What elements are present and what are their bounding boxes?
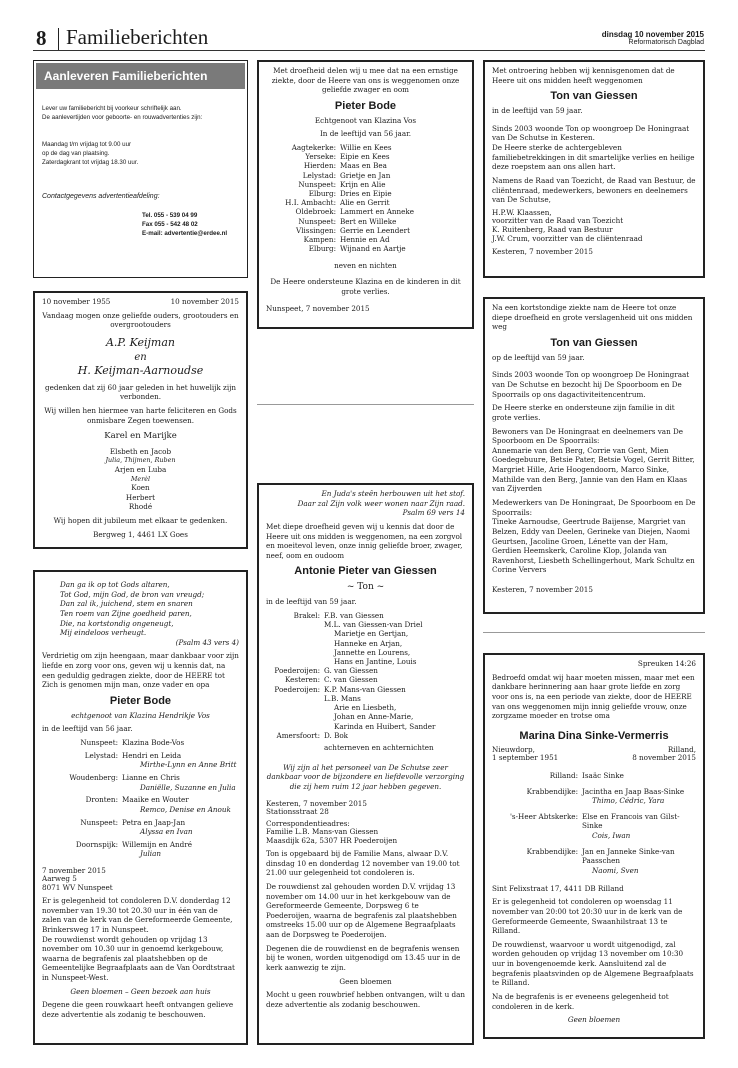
relative-names: Arie en Liesbeth, bbox=[334, 703, 397, 713]
relative-names: Jacintha en Jaap Baas-Sinke bbox=[582, 786, 685, 796]
relative-names: F.B. van Giessen bbox=[324, 610, 384, 620]
deceased-name: Ton van Giessen bbox=[550, 336, 638, 349]
nephews-nieces: neven en nichten bbox=[334, 260, 397, 270]
relative-place: Woudenberg: bbox=[69, 772, 118, 782]
jubilee-grandchildren-3: Merèl bbox=[130, 474, 151, 483]
relative-place: Dronten: bbox=[85, 795, 118, 805]
relative-children: Mirthe-Lynn en Anne Britt bbox=[140, 760, 237, 770]
relative-names: Marietje en Gertjan, bbox=[334, 629, 409, 639]
obituary-marina-sinke-vermerris bbox=[483, 653, 705, 1039]
attendance-info: Degenen die de rouwdienst en de begrafenis wensen bij te wonen, worden uitgenodigd om 13.45 uur in de kerk aanwezig te zijn. bbox=[266, 943, 461, 972]
verse-line-3: Dan zal ik, juichend, stem en snaren bbox=[60, 599, 193, 609]
relative-place: Krabbendijke: bbox=[526, 846, 578, 856]
verse-reference: Psalm 69 vers 14 bbox=[402, 508, 465, 518]
after-burial-info: Na de begrafenis is er eveneens gelegenheid tot condoleren in de kerk. bbox=[492, 992, 669, 1011]
flowers-note: Geen bloemen – Geen bezoek aan huis bbox=[70, 986, 211, 996]
deceased-nickname: ~ Ton ~ bbox=[346, 582, 385, 593]
place-date: Kesteren, 7 november 2015 bbox=[492, 585, 593, 595]
verse-reference: Spreuken 14:26 bbox=[637, 659, 696, 668]
jubilee-intro: Vandaag mogen onze geliefde ouders, grootouders en overgrootouders bbox=[42, 310, 239, 330]
jubilee-name-1: A.P. Keijman bbox=[105, 335, 176, 349]
relative-names: Grietje en Jan bbox=[340, 170, 391, 180]
death-date: 8 november 2015 bbox=[632, 753, 696, 763]
relative-children: Naomi, Sven bbox=[592, 865, 639, 875]
relative-place: Nunspeet: bbox=[80, 738, 118, 748]
death-place: Rilland, bbox=[667, 744, 696, 754]
birth-place: Nieuwdorp, bbox=[492, 744, 535, 754]
relative-names: L.B. Mans bbox=[324, 693, 361, 703]
relative-place: Elburg: bbox=[308, 189, 336, 199]
verse-line-5: Die, na kortstondig ongeneugt, bbox=[60, 618, 174, 628]
address-city: 8071 WV Nunspeet bbox=[42, 882, 113, 892]
verse-line-6: Mij eindeloos verheugt. bbox=[60, 628, 147, 638]
relative-names: Willie en Kees bbox=[340, 142, 392, 152]
relative-children: Remco, Denise en Anouk bbox=[140, 804, 231, 814]
verse-line-4: Ten roem van Zijne goedheid paren, bbox=[60, 608, 192, 618]
phone-number: Tel. 055 - 539 04 99 bbox=[142, 212, 198, 220]
relative-children: Alyssa en Ivan bbox=[140, 827, 193, 837]
relative-place: Amersfoort: bbox=[276, 730, 320, 740]
info-box-title: Aanleveren Familieberichten bbox=[36, 63, 245, 89]
relative-place: Oldebroek: bbox=[295, 207, 336, 217]
relative-place: Rilland: bbox=[549, 770, 578, 780]
relative-names: D. Bok bbox=[324, 730, 349, 740]
correspondence-title: Correspondentieadres: bbox=[266, 819, 350, 829]
condolence-info: Er is gelegenheid tot condoleren D.V. donderdag 12 november van 19.30 tot 20.30 uur in één van de zalen van de kerk van de Gereformeerde Gemeente, Brinkersweg 17 in Nunspeet. bbox=[42, 895, 233, 934]
funeral-info: De rouwdienst wordt gehouden op vrijdag 13 november om 10.30 uur in genoemd kerkgebouw, waarna de begrafenis zal plaatshebben op de Gemeentelijke Begraafplaats aan de Van Oordtstraat in Nunspeet-West. bbox=[42, 934, 235, 983]
relative-place: Kampen: bbox=[303, 235, 336, 245]
relative-names: Petra en Jaap-Jan bbox=[122, 817, 186, 827]
flowers-note: Geen bloemen bbox=[339, 976, 392, 986]
relative-names: Krijn en Alie bbox=[340, 179, 386, 189]
place-date: Kesteren, 7 november 2015 bbox=[492, 247, 593, 257]
residence-text: Sinds 2003 woonde Ton op woongroep De Honingraat van De Schutse en bezocht hij De Spoorboom en De Spoorrails op ons dagactiviteitencentrum. bbox=[492, 370, 690, 399]
jubilee-closing: Wij hopen dit jubileum met elkaar te gedenken. bbox=[53, 516, 228, 526]
relative-names: K.P. Mans-van Giessen bbox=[324, 684, 406, 694]
condolence-info: Er is gelegenheid tot condoleren op woensdag 11 november van 20:00 tot 20:30 uur in de kerk van de Gereformeerde Gemeente, Swaanhilstraat 13 te Rilland. bbox=[492, 897, 683, 936]
contact-title: Contactgegevens advertentieafdeling: bbox=[42, 193, 160, 200]
relative-names: Eipie en Kees bbox=[340, 152, 390, 162]
staff-title: Medewerkers van De Honingraat, De Spoorboom en De Spoorrails: bbox=[492, 497, 696, 517]
email-address: E-mail: advertentie@erdee.nl bbox=[142, 230, 228, 238]
relative-place: Nunspeet: bbox=[298, 216, 336, 226]
jubilee-address: Bergweg 1, 4461 LX Goes bbox=[93, 529, 188, 539]
relative-place: Brakel: bbox=[293, 610, 320, 620]
relative-names: G. van Giessen bbox=[324, 666, 378, 676]
funeral-info: De rouwdienst zal gehouden worden D.V. vrijdag 13 november om 14.00 uur in het kerkgebouw van de Gereformeerde Gemeente, Dorpsweg 6 te Poederoijen, waarna de begrafenis zal plaatshebben omstreeks 15.00 uur op de Algemene Begraafplaats aan de Dorpsweg te Poederoijen. bbox=[266, 881, 457, 940]
relative-names: Maas en Bea bbox=[340, 161, 387, 171]
info-box bbox=[33, 60, 248, 278]
jubilee-announcement bbox=[33, 291, 248, 549]
great-nephews-nieces: achterneven en achternichten bbox=[324, 742, 434, 752]
address-street: Stationsstraat 28 bbox=[266, 806, 329, 816]
thanks-text: Wij zijn al het personeel van De Schutse zeer dankbaar voor de bijzondere en liefdevolle verzorging die zij hem ruim 12 jaar hebben gegeven. bbox=[266, 762, 465, 791]
obituary-intro: Na een kortstondige ziekte nam de Heere tot onze diepe droefheid en grote verslagenheid uit ons midden weg bbox=[492, 303, 693, 332]
relative-names: Johan en Anne-Marie, bbox=[334, 712, 414, 722]
jubilee-family-5: Herbert bbox=[125, 492, 156, 502]
jubilee-text-1: gedenken dat zij 60 jaar geleden in het huwelijk zijn verbonden. bbox=[45, 382, 236, 402]
signature-name-1: H.P.W. Klaassen, bbox=[492, 207, 552, 217]
relative-names: Hennie en Ad bbox=[340, 235, 390, 245]
relative-children: Cois, Iwan bbox=[592, 831, 631, 841]
relative-place: Nunspeet: bbox=[298, 179, 336, 189]
signature-role-1: voorzitter van de Raad van Toezicht bbox=[492, 216, 624, 226]
mourning-card-note: Mocht u geen rouwbrief hebben ontvangen, wilt u dan deze advertentie als zodanig beschouwen. bbox=[266, 990, 466, 1009]
funeral-info: De rouwdienst, waarvoor u wordt uitgenodigd, zal worden gehouden op vrijdag 13 november om 10:30 uur in bovengenoemde kerk. Aansluitend zal de begrafenis plaatsvinden op de Algemene Begraafplaats te Rilland. bbox=[492, 939, 694, 988]
jubilee-family-1: Karel en Marijke bbox=[104, 431, 177, 442]
relative-names: Bert en Willeke bbox=[340, 216, 397, 226]
fax-number: Fax 055 - 542 48 02 bbox=[142, 221, 198, 229]
relative-place: 's-Heer Abtskerke: bbox=[509, 811, 578, 821]
jubilee-family-2: Elsbeth en Jacob bbox=[109, 446, 172, 456]
support-text: De Heere sterke en ondersteune zijn familie in dit grote verlies. bbox=[492, 403, 675, 422]
obituary-ton-van-giessen-schutse bbox=[483, 60, 705, 278]
deceased-spouse: Echtgenoot van Klazina Vos bbox=[314, 115, 417, 125]
home-address: Sint Felixstraat 17, 4411 DB Rilland bbox=[492, 883, 624, 893]
relative-names: Hans en Jantine, Louis bbox=[334, 657, 417, 666]
info-time-1: Maandag t/m vrijdag tot 9.00 uur bbox=[42, 141, 132, 149]
relative-names: Lammert en Anneke bbox=[340, 207, 415, 217]
info-time-3: Zaterdagkrant tot vrijdag 18.30 uur. bbox=[42, 159, 139, 167]
obituary-antonie-van-giessen bbox=[257, 483, 474, 1045]
correspondence-address: Maasdijk 62a, 5307 HR Poederoijen bbox=[266, 835, 398, 845]
jubilee-text-2: Wij willen hen hiermee van harte feliciteren en Gods onmisbare Zegen toewensen. bbox=[44, 406, 237, 425]
place-date: Nunspeet, 7 november 2015 bbox=[266, 304, 370, 314]
info-line-1: Lever uw familiebericht bij voorkeur schriftelijk aan. bbox=[42, 105, 182, 113]
info-time-2: op de dag van plaatsing. bbox=[42, 150, 110, 158]
residents-names: Annemarie van den Berg, Corrie van Gent, Mien Goedegebuure, Betsie Pater, Betsie Vogel, Gerrit Bitter, Margriet Hille, Arie Hoogendoorn, Marco Sinke, Mathilde van den Berg, Jannie van den Ham en Klaas van Zijverden bbox=[492, 445, 695, 494]
condolence-info: Ton is opgebaard bij de Familie Mans, alwaar D.V. dinsdag 10 en donderdag 12 november van 19.00 tot 21.00 uur gelegenheid tot condoleren is. bbox=[266, 848, 460, 878]
relative-names: Hanneke en Arjan, bbox=[334, 638, 403, 648]
relative-names: Else en Francois van Gilst-Sinke bbox=[582, 811, 680, 831]
deceased-age: op de leeftijd van 59 jaar. bbox=[492, 352, 585, 362]
deceased-name: Pieter Bode bbox=[334, 99, 397, 112]
relative-names: M.L. van Giessen-van Driel bbox=[324, 620, 423, 630]
residence-text: Sinds 2003 woonde Ton op woongroep De Honingraat van De Schutse in Kesteren. bbox=[492, 123, 690, 143]
section-title: Familieberichten bbox=[66, 25, 209, 49]
relative-children: Julian bbox=[140, 849, 162, 859]
jubilee-family-4: Koen bbox=[131, 483, 150, 493]
address-street: Aarweg 5 bbox=[42, 874, 77, 884]
deceased-age: in de leeftijd van 59 jaar. bbox=[492, 106, 583, 116]
deceased-name: Pieter Bode bbox=[109, 695, 172, 708]
header-rule bbox=[33, 50, 705, 51]
obituary-intro: Met diepe droefheid geven wij u kennis dat door de Heere uit ons midden is weggenomen, na een zorgvol en moeitevol leven, onze innig geliefde broer, zwager, neef, oom en oudoom bbox=[266, 521, 463, 560]
relative-children: Thimo, Cédric, Yara bbox=[592, 796, 665, 806]
relative-names: Hendri en Leida bbox=[122, 750, 182, 760]
deceased-name: Antonie Pieter van Giessen bbox=[294, 565, 437, 578]
place-date: Kesteren, 7 november 2015 bbox=[266, 798, 367, 808]
deceased-age: in de leeftijd van 59 jaar. bbox=[266, 597, 357, 607]
deceased-age: In de leeftijd van 56 jaar. bbox=[319, 129, 412, 139]
relative-place: Kesteren: bbox=[284, 675, 320, 685]
relative-names: Wijnand en Aartje bbox=[340, 244, 406, 254]
relative-names: Isaäc Sinke bbox=[582, 770, 624, 780]
deceased-spouse: echtgenoot van Klazina Hendrikje Vos bbox=[71, 710, 210, 720]
verse-line-2: Tot God, mijn God, de bron van vreugd; bbox=[60, 589, 205, 599]
relative-names: Jan en Janneke Sinke-van Paasschen bbox=[582, 846, 675, 866]
jubilee-name-2: H. Keijman-Aarnoudse bbox=[77, 364, 204, 378]
verse-line-1: En Juda's steên herbouwen uit het stof. bbox=[321, 489, 465, 498]
relative-place: Lelystad: bbox=[302, 170, 336, 180]
relative-names: Gerrie en Leendert bbox=[340, 225, 410, 235]
relative-place: Poederoijen: bbox=[274, 684, 320, 694]
relative-place: Poederoijen: bbox=[274, 666, 320, 676]
obituary-date: 7 november 2015 bbox=[42, 866, 106, 876]
obituary-intro: Bedroefd omdat wij haar moeten missen, maar met een dankbare herinnering aan haar grote liefde en zorg voor ons is, na een periode van ziekte, door de HEERE van ons weggenomen mijn innig geliefde vrouw, onze zorgzame moeder en trotse oma bbox=[492, 672, 695, 721]
relative-place: Hierden: bbox=[303, 161, 336, 171]
jubilee-family-3: Arjen en Luba bbox=[114, 464, 167, 474]
jubilee-en: en bbox=[134, 351, 147, 363]
relative-place: Elburg: bbox=[308, 244, 336, 254]
verse-reference: (Psalm 43 vers 4) bbox=[175, 637, 239, 647]
relative-place: Krabbendijke: bbox=[526, 786, 578, 796]
relative-place: Doornspijk: bbox=[75, 839, 118, 849]
newspaper-name: Reformatorisch Dagblad bbox=[628, 39, 704, 46]
relative-names: Jannette en Lourens, bbox=[334, 647, 411, 657]
relative-place: Vlissingen: bbox=[296, 225, 336, 235]
on-behalf-text: Namens de Raad van Toezicht, de Raad van Bestuur, de cliëntenraad, medewerkers, bewoners en deelnemers van De Schutse, bbox=[492, 175, 696, 205]
support-text: De Heere sterke de achtergebleven familiebetrekkingen in dit smartelijke verlies en heilige deze roepstem aan ons allen hart. bbox=[492, 142, 695, 172]
relative-place: Nunspeet: bbox=[80, 817, 118, 827]
obituary-pieter-bode-family bbox=[33, 570, 248, 1045]
residents-title: Bewoners van De Honingraat en deelnemers van De Spoorboom en De Spoorrails: bbox=[492, 426, 684, 446]
deceased-name: Ton van Giessen bbox=[550, 90, 638, 103]
obituary-pieter-bode-inlaws bbox=[257, 60, 474, 329]
relative-names: Alie en Gerrit bbox=[340, 198, 390, 208]
relative-place: H.I. Ambacht: bbox=[285, 198, 336, 208]
separator-rule bbox=[483, 632, 705, 633]
relative-place: Lelystad: bbox=[84, 750, 118, 760]
correspondence-name: Familie L.B. Mans-van Giessen bbox=[266, 827, 379, 837]
obituary-intro: Met droefheid delen wij u mee dat na een ernstige ziekte, door de Heere van ons is weggenomen onze geliefde zwager en oom bbox=[271, 66, 460, 95]
header-divider bbox=[58, 28, 59, 50]
separator-rule bbox=[257, 404, 474, 405]
verse-line-2: Daar zal Zijn volk weer wonen naar Zijn raad. bbox=[297, 498, 465, 508]
verse-line-1: Dan ga ik op tot Gods altaren, bbox=[60, 580, 170, 589]
signature-3: J.W. Crum, voorzitter van de cliëntenraad bbox=[492, 233, 643, 243]
birth-date: 1 september 1951 bbox=[492, 753, 559, 763]
mourning-card-note: Degene die geen rouwkaart heeft ontvangen gelieve deze advertentie als zodanig te beschouwen. bbox=[42, 1000, 234, 1019]
relative-names: C. van Giessen bbox=[324, 675, 378, 685]
obituary-intro: Met ontroering hebben wij kennisgenomen dat de Heere uit ons midden heeft weggenomen bbox=[492, 66, 675, 85]
relative-names: Karinda en Huibert, Sander bbox=[334, 721, 436, 731]
wedding-date: 10 november 1955 bbox=[42, 297, 111, 306]
deceased-age: in de leeftijd van 56 jaar. bbox=[42, 724, 133, 734]
relative-names: Dries en Eipie bbox=[340, 189, 392, 199]
relative-names: Klazina Bode-Vos bbox=[122, 738, 185, 748]
relative-place: Aagtekerke: bbox=[291, 142, 336, 152]
relative-place: Yerseke: bbox=[305, 152, 336, 162]
jubilee-grandchildren-2: Julia, Thijmen, Ruben bbox=[105, 456, 176, 465]
deceased-name: Marina Dina Sinke-Vermerris bbox=[519, 729, 669, 742]
staff-names: Tineke Aarnoudse, Geertrude Baijense, Margriet van Belzen, Eddy van Deelen, Gerineke van Diejen, Naomi Geurtsen, Jacoline Groen, Lénette van der Ham, Gerdien Heemskerk, Caroline Klop, Jolanda van Ravenhorst, Liesbeth Schellingerhout, Mark Schultz en Corine Ververs bbox=[492, 517, 695, 575]
info-line-2: De aanlevertijden voor geboorte- en rouwadvertenties zijn: bbox=[42, 114, 203, 122]
issue-date: dinsdag 10 november 2015 bbox=[601, 30, 704, 39]
flowers-note: Geen bloemen bbox=[567, 1015, 621, 1025]
jubilee-family-6: Rhodé bbox=[128, 502, 153, 512]
relative-names: Willemijn en André bbox=[122, 839, 192, 849]
jubilee-date: 10 november 2015 bbox=[170, 297, 239, 306]
relative-children: Daniëlle, Suzanne en Julia bbox=[140, 782, 236, 792]
signature-2: K. Ruitenberg, Raad van Bestuur bbox=[492, 225, 613, 235]
obituary-ton-van-giessen-group bbox=[483, 297, 705, 614]
page-number: 8 bbox=[36, 26, 47, 50]
relative-names: Maaike en Wouter bbox=[122, 795, 189, 805]
support-text: De Heere ondersteune Klazina en de kinderen in dit grote verlies. bbox=[270, 277, 461, 296]
obituary-intro: Verdrietig om zijn heengaan, maar dankbaar voor zijn liefde en zorg voor ons, geven wij u kennis dat, na een geduldig gedragen ziekte, door de HEERE tot Zich is genomen mijn man, onze vader en opa bbox=[42, 651, 239, 690]
relative-names: Lianne en Chris bbox=[122, 772, 180, 782]
